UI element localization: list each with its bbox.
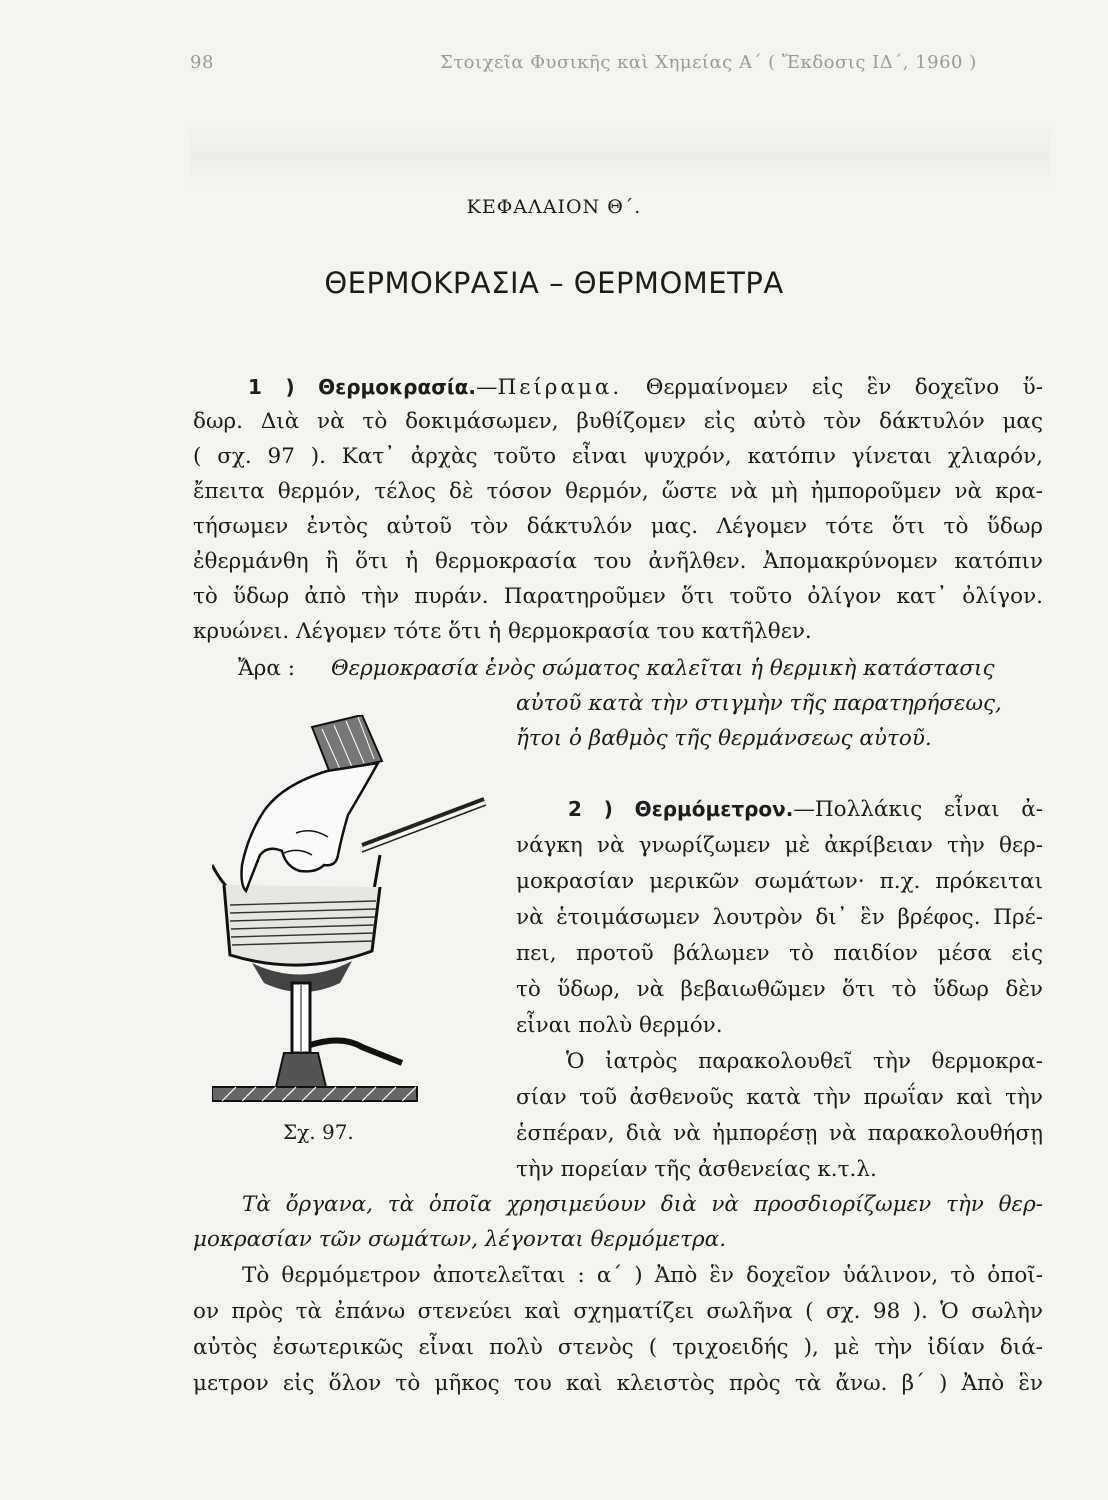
- section2-heading: Θερμόμετρον.: [634, 797, 794, 821]
- definition-line: Θερμοκρασία ἑνὸς σώματος καλεῖται ἡ θερμικὴ κατάστασις: [331, 656, 995, 681]
- section1-line: δωρ. Διὰ νὰ τὸ δοκιμάσωμεν, βυθίζομεν εἰς αὐτὸ τὸν δάκτυλόν μας: [193, 409, 1043, 434]
- section1-line: τὸ ὕδωρ ἀπὸ τὴν πυράν. Παρατηροῦμεν ὅτι τοῦτο ὀλίγον κατ᾽ ὀλίγον.: [193, 584, 1043, 609]
- section1-heading: Θερμοκρασία.: [318, 375, 476, 399]
- section1-line1-rest: Θερμαίνομεν εἰς ἓν δοχεῖνο ὕ-: [645, 375, 1043, 400]
- show-through-shading: [190, 120, 1050, 190]
- final-line: Τὸ θερμόμετρον ἀποτελεῖται : α΄ ) Ἀπὸ ἓν δοχεῖον ὑάλινον, τὸ ὁποῖ-: [242, 1263, 1043, 1288]
- section1-line: κρυώνει. Λέγομεν τότε ὅτι ἡ θερμοκρασία του κατῆλθεν.: [193, 619, 812, 644]
- section2-line: πει, προτοῦ βάλωμεν τὸ παιδίον μέσα εἰς: [516, 941, 1043, 966]
- section2-para2-line: ἑσπέραν, διὰ νὰ ἠμπορέσῃ νὰ παρακολουθήσῃ: [516, 1121, 1043, 1146]
- figure-caption: Σχ. 97.: [283, 1120, 354, 1144]
- definition-line: αὐτοῦ κατὰ τὴν στιγμὴν τῆς παρατηρήσεως,: [516, 691, 1002, 716]
- section2-line: τὸ ὕδωρ, νὰ βεβαιωθῶμεν ὅτι τὸ ὕδωρ δὲν: [516, 977, 1043, 1002]
- section2-number: 2 ): [568, 797, 613, 821]
- section2-para2-line: Ὁ ἰατρὸς παρακολουθεῖ τὴν θερμοκρα-: [566, 1049, 1043, 1074]
- section2-para2-line: σίαν τοῦ ἀσθενοῦς κατὰ τὴν πρωΐαν καὶ τὴν: [516, 1085, 1043, 1110]
- page-number: 98: [190, 52, 214, 73]
- section1-number: 1 ): [248, 375, 295, 399]
- final-line: αὐτὸς ἐσωτερικῶς εἶναι πολὺ στενὸς ( τριχοειδής ), μὲ τὴν ἰδίαν διά-: [193, 1335, 1043, 1360]
- section1-line: ἔπειτα θερμόν, τέλος δὲ τόσον θερμόν, ὥστε νὰ μὴ ἠμποροῦμεν νὰ κρα-: [193, 479, 1043, 504]
- hand-water-burner-drawing: [212, 715, 492, 1115]
- section1-line: τήσωμεν ἐντὸς αὐτοῦ τὸν δάκτυλόν μας. Λέγομεν τότε ὅτι τὸ ὕδωρ: [193, 514, 1043, 539]
- section2-line: νάγκη νὰ γνωρίζωμεν μὲ ἀκρίβειαν τὴν θερ-: [516, 833, 1043, 858]
- chapter-label: ΚΕΦΑΛΑΙΟΝ Θ΄.: [466, 196, 642, 218]
- final-line: ον πρὸς τὰ ἐπάνω στενεύει καὶ σχηματίζει σωλῆνα ( σχ. 98 ). Ὁ σωλὴν: [193, 1299, 1043, 1324]
- section1-line: ( σχ. 97 ). Κατ᾽ ἀρχὰς τοῦτο εἶναι ψυχρόν, κατόπιν γίνεται χλιαρόν,: [193, 444, 1043, 469]
- instruments-definition-line: Τὰ ὄργανα, τὰ ὁποῖα χρησιμεύουν διὰ νὰ προσδιορίζωμεν τὴν θερ-: [242, 1192, 1043, 1217]
- section2-line: νὰ ἑτοιμάσωμεν λουτρὸν δι᾽ ἓν βρέφος. Πρέ-: [516, 905, 1043, 930]
- figure-97-illustration: [212, 715, 492, 1115]
- section2-first-line: [568, 793, 1043, 826]
- definition-line: ἤτοι ὁ βαθμὸς τῆς θερμάνσεως αὐτοῦ.: [516, 726, 932, 751]
- section2-para2-line: τὴν πορείαν τῆς ἀσθενείας κ.τ.λ.: [516, 1157, 877, 1182]
- section2-line: μοκρασίαν μερικῶν σωμάτων· π.χ. πρόκειται: [516, 869, 1043, 894]
- section1-line: ἐθερμάνθη ἢ ὅτι ἡ θερμοκρασία του ἀνῆλθεν. Ἀπομακρύνομεν κατόπιν: [193, 549, 1043, 574]
- definition-lead: Ἄρα :: [238, 656, 296, 681]
- section2-line1-rest: —Πολλάκις εἶναι ἀ-: [793, 797, 1043, 822]
- running-title: Στοιχεῖα Φυσικῆς καὶ Χημείας Α΄ ( Ἔκδοσις ΙΔ΄, 1960 ): [440, 52, 977, 73]
- final-line: μετρον εἰς ὅλον τὸ μῆκος του καὶ κλειστὸς πρὸς τὰ ἄνω. β΄ ) Ἀπὸ ἓν: [193, 1371, 1043, 1396]
- chapter-title: ΘΕΡΜΟΚΡΑΣΙΑ – ΘΕΡΜΟΜΕΤΡΑ: [324, 266, 784, 300]
- section1-first-line: [248, 371, 1043, 404]
- section2-line: εἶναι πολὺ θερμόν.: [516, 1013, 723, 1038]
- instruments-definition-line: μοκρασίαν τῶν σωμάτων, λέγονται θερμόμετρα.: [193, 1227, 727, 1252]
- experiment-label: Πείραμα.: [497, 375, 623, 400]
- section1-dash: —: [475, 375, 498, 400]
